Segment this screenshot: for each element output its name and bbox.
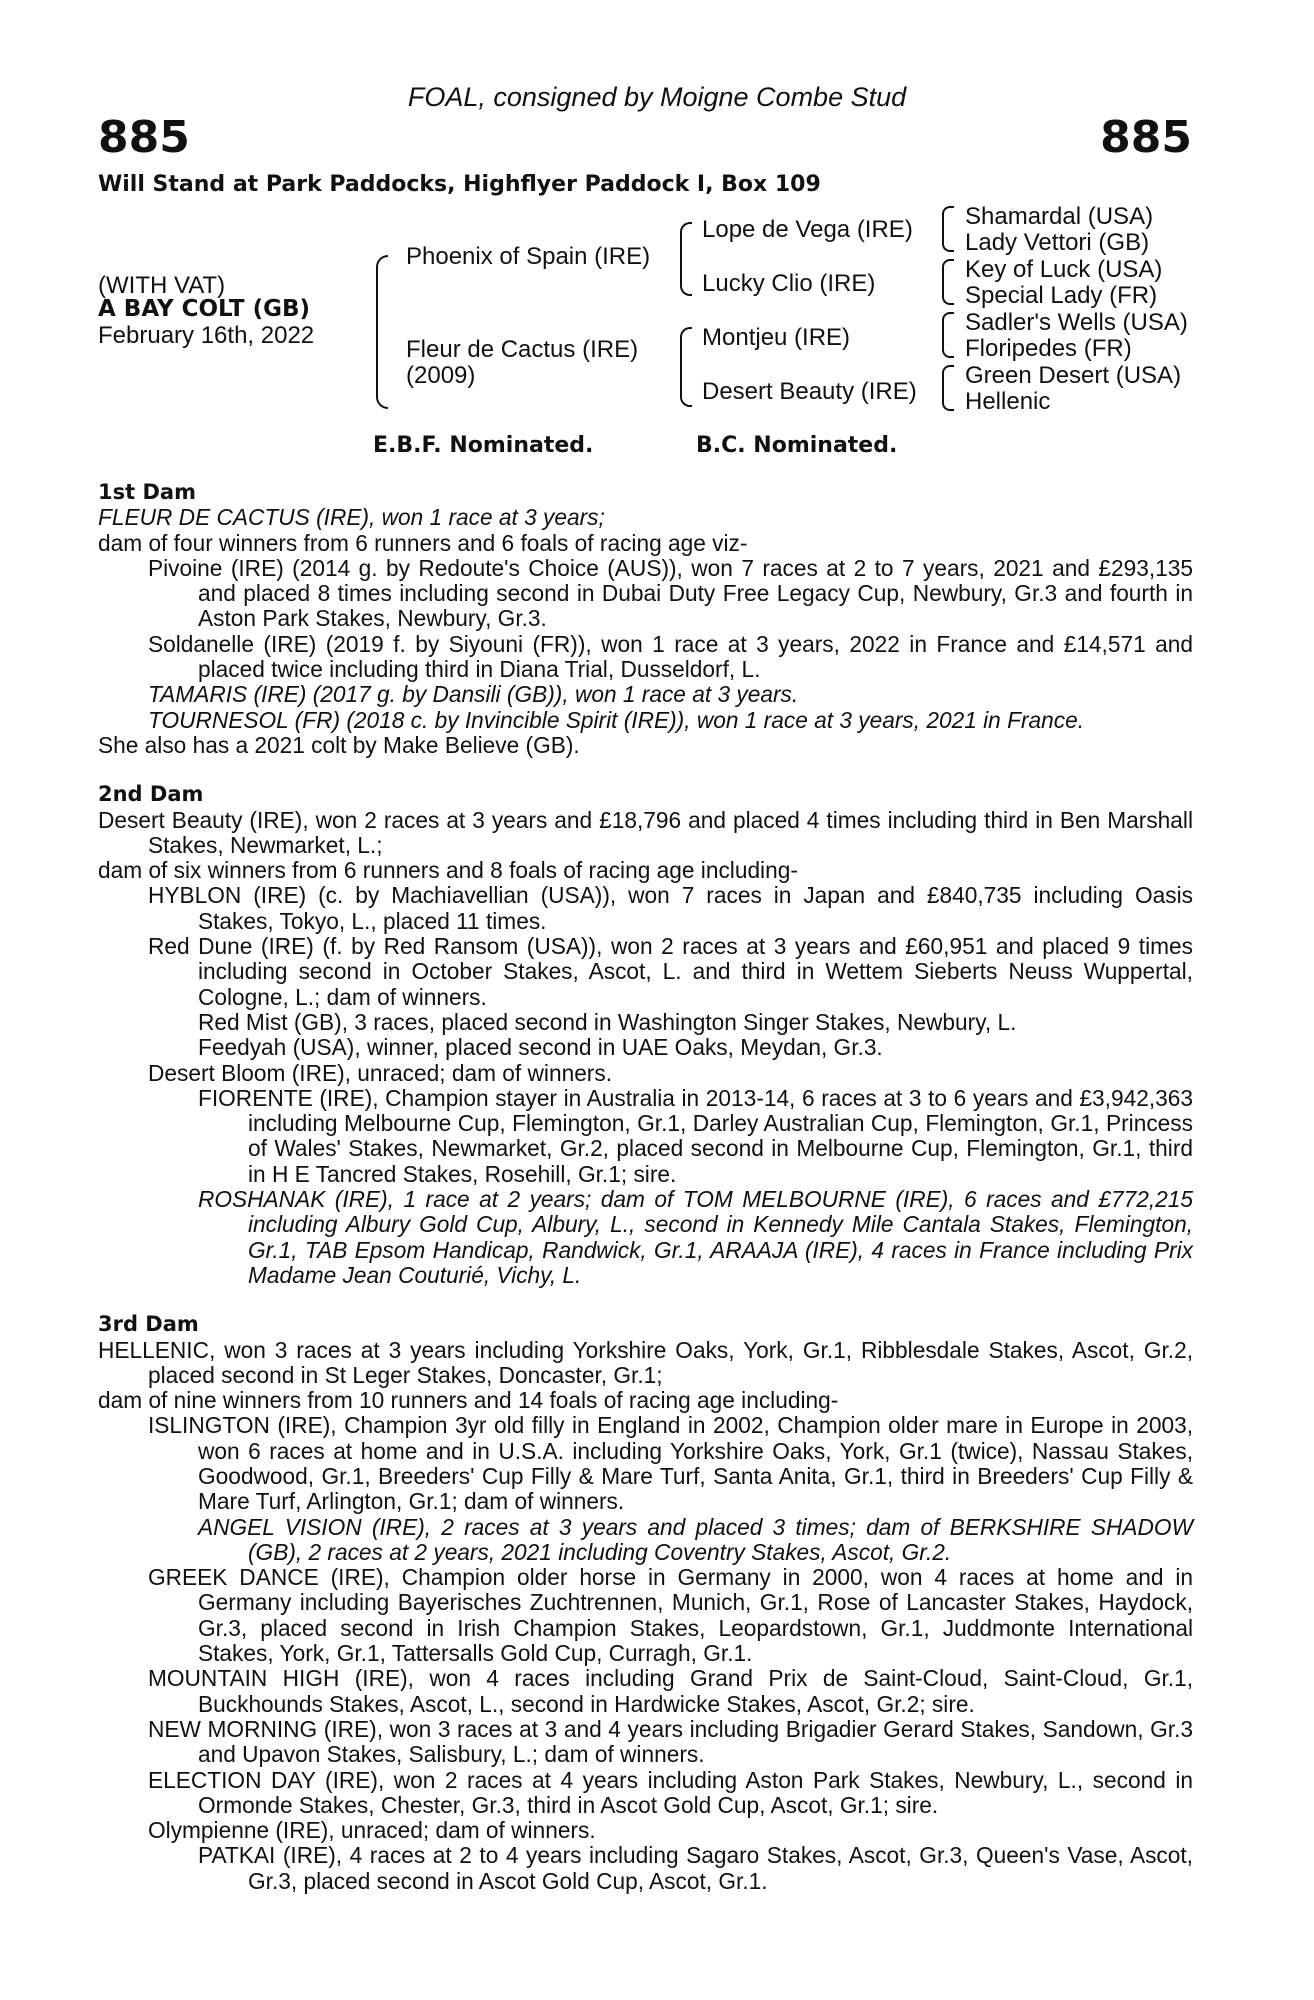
foaling-date: February 16th, 2022 <box>98 322 315 349</box>
produce-entry: Red Mist (GB), 3 races, placed second in Washington Singer Stakes, Newbury, L. <box>198 1008 1017 1035</box>
first-dam-heading: 1st Dam <box>98 480 196 504</box>
produce-summary: dam of four winners from 6 runners and 6 foals of racing age viz- <box>98 529 748 556</box>
g3-name: Sadler's Wells (USA) <box>965 309 1188 336</box>
g3-brace-2 <box>942 259 954 305</box>
dam-year: (2009) <box>406 362 476 389</box>
dam-brace <box>680 327 692 407</box>
catalogue-body <box>98 480 1193 1894</box>
produce-entry: Olympienne (IRE), unraced; dam of winners. <box>148 1817 596 1844</box>
produce-entry: Feedyah (USA), winner, placed second in UAE Oaks, Meydan, Gr.3. <box>198 1034 883 1061</box>
lot-number-left: 885 <box>98 112 190 163</box>
produce-entry: GREEK DANCE (IRE), Champion older horse in Germany in 2000, won 4 races at home and in Germany including Bayerisches Zuchtrennen, Munich, Gr.1, Rose of Lancaster Stakes, Haydock, Gr.3, placed second in Irish Champion Stakes, Leopardstown, Gr.1, Juddmonte International Stakes, York, Gr.1, Tattersalls Gold Cup, Curragh, Gr.1. <box>148 1564 1193 1667</box>
g3-name: Lady Vettori (GB) <box>965 229 1150 256</box>
sire-dam: Lucky Clio (IRE) <box>702 270 876 297</box>
produce-entry: ANGEL VISION (IRE), 2 races at 3 years and placed 3 times; dam of BERKSHIRE SHADOW (GB), 2 races at 2 years, 2021 including Coventry Stakes, Ascot, Gr.2. <box>198 1513 1193 1565</box>
produce-entry: HYBLON (IRE) (c. by Machiavellian (USA)), won 7 races in Japan and £840,735 including Oasis Stakes, Tokyo, L., placed 11 times. <box>148 882 1193 934</box>
g3-name: Green Desert (USA) <box>965 362 1182 389</box>
dam-sire: Montjeu (IRE) <box>702 324 851 351</box>
consignment-line: FOAL, consigned by Moigne Combe Stud <box>407 82 907 112</box>
bc-nomination: B.C. Nominated. <box>696 433 898 458</box>
sire-brace <box>680 222 692 296</box>
dam-entry: FLEUR DE CACTUS (IRE), won 1 race at 3 years; <box>98 504 605 531</box>
vat-note: (WITH VAT) <box>98 272 226 299</box>
g3-name: Key of Luck (USA) <box>965 256 1163 283</box>
produce-entry: TAMARIS (IRE) (2017 g. by Dansili (GB)), won 1 race at 3 years. <box>148 681 799 708</box>
dam-entry: HELLENIC, won 3 races at 3 years including Yorkshire Oaks, York, Gr.1, Ribblesdale Stakes, Ascot, Gr.2, placed second in St Leger Stakes, Doncaster, Gr.1; <box>98 1336 1193 1388</box>
lot-number-right: 885 <box>1100 112 1192 163</box>
third-dam-heading: 3rd Dam <box>98 1312 199 1337</box>
g3-name: Special Lady (FR) <box>965 282 1158 309</box>
produce-entry: Soldanelle (IRE) (2019 f. by Siyouni (FR)), won 1 race at 3 years, 2022 in France and £14,571 and placed twice including third in Diana Trial, Dusseldorf, L. <box>148 630 1193 683</box>
produce-entry: ISLINGTON (IRE), Champion 3yr old filly in England in 2002, Champion older mare in Europe in 2003, won 6 races at home and in U.S.A. including Yorkshire Oaks, York, Gr.1 (twice), Nassau Stakes, Goodwood, Gr.1, Breeders' Cup Filly & Mare Turf, Santa Anita, Gr.1, third in Breeders' Cup Filly & Mare Turf, Arlington, Gr.1; dam of winners. <box>148 1412 1193 1515</box>
produce-entry: Pivoine (IRE) (2014 g. by Redoute's Choice (AUS)), won 7 races at 2 to 7 years, 2021 and £293,135 and placed 8 times including second in Dubai Duty Free Legacy Cup, Newbury, Gr.3 and fourth in Aston Park Stakes, Newbury, Gr.3. <box>148 554 1193 632</box>
produce-summary: dam of six winners from 6 runners and 8 foals of racing age including- <box>98 857 798 884</box>
g3-name: Shamardal (USA) <box>965 203 1154 230</box>
ebf-nomination: E.B.F. Nominated. <box>373 433 594 458</box>
g3-brace-3 <box>942 312 954 358</box>
g3-name: Floripedes (FR) <box>965 335 1132 362</box>
g3-brace-4 <box>942 365 954 411</box>
dam-dam: Desert Beauty (IRE) <box>702 378 917 405</box>
g3-brace-1 <box>942 206 954 252</box>
produce-entry: Red Dune (IRE) (f. by Red Ransom (USA)), won 2 races at 3 years and £60,951 and placed 9 times including second in October Stakes, Ascot, L. and third in Wettem Sieberts Neuss Wuppertal, Cologne, L.; dam of winners. <box>148 933 1193 1010</box>
g3-name: Hellenic <box>965 388 1051 415</box>
produce-entry: ELECTION DAY (IRE), won 2 races at 4 years including Aston Park Stakes, Newbury, L., second in Ormonde Stakes, Chester, Gr.3, third in Ascot Gold Cup, Ascot, Gr.1; sire. <box>148 1766 1193 1818</box>
produce-entry: MOUNTAIN HIGH (IRE), won 4 races including Grand Prix de Saint-Cloud, Saint-Cloud, Gr.1, Buckhounds Stakes, Ascot, L., second in Hardwicke Stakes, Ascot, Gr.2; sire. <box>148 1665 1193 1717</box>
produce-note: She also has a 2021 colt by Make Believe (GB). <box>98 731 580 758</box>
dam-name: Fleur de Cactus (IRE) <box>406 336 639 363</box>
produce-entry: TOURNESOL (FR) (2018 c. by Invincible Spirit (IRE)), won 1 race at 3 years, 2021 in France. <box>148 706 1085 733</box>
pedigree-brace <box>376 255 388 409</box>
produce-entry: Desert Bloom (IRE), unraced; dam of winners. <box>148 1059 613 1086</box>
second-dam-heading: 2nd Dam <box>98 782 204 807</box>
stand-location: Will Stand at Park Paddocks, Highflyer Paddock I, Box 109 <box>98 172 821 197</box>
produce-entry: NEW MORNING (IRE), won 3 races at 3 and 4 years including Brigadier Gerard Stakes, Sandown, Gr.3 and Upavon Stakes, Salisbury, L.; dam of winners. <box>148 1715 1193 1768</box>
dam-entry: Desert Beauty (IRE), won 2 races at 3 years and £18,796 and placed 4 times including third in Ben Marshall Stakes, Newmarket, L.; <box>98 806 1193 858</box>
produce-entry: FIORENTE (IRE), Champion stayer in Australia in 2013-14, 6 races at 3 to 6 years and £3,942,363 including Melbourne Cup, Flemington, Gr.1, Darley Australian Cup, Flemington, Gr.1, Princess of Wales' Stakes, Newmarket, Gr.2, placed second in Melbourne Cup, Flemington, Gr.1, third in H E Tancred Stakes, Rosehill, Gr.1; sire. <box>198 1084 1193 1187</box>
sire-name: Phoenix of Spain (IRE) <box>406 243 651 270</box>
lot-name: A BAY COLT (GB) <box>98 296 311 322</box>
produce-entry: ROSHANAK (IRE), 1 race at 2 years; dam of TOM MELBOURNE (IRE), 6 races and £772,215 including Albury Gold Cup, Albury, L., second in Kennedy Mile Cantala Stakes, Flemington, Gr.1, TAB Epsom Handicap, Randwick, Gr.1, ARAAJA (IRE), 4 races in France including Prix Madame Jean Couturié, Vichy, L. <box>198 1186 1193 1288</box>
produce-entry: PATKAI (IRE), 4 races at 2 to 4 years including Sagaro Stakes, Ascot, Gr.3, Queen's Vase, Ascot, Gr.3, placed second in Ascot Gold Cup, Ascot, Gr.1. <box>198 1842 1193 1894</box>
sire-sire: Lope de Vega (IRE) <box>702 216 913 243</box>
produce-summary: dam of nine winners from 10 runners and 14 foals of racing age including- <box>98 1387 839 1414</box>
